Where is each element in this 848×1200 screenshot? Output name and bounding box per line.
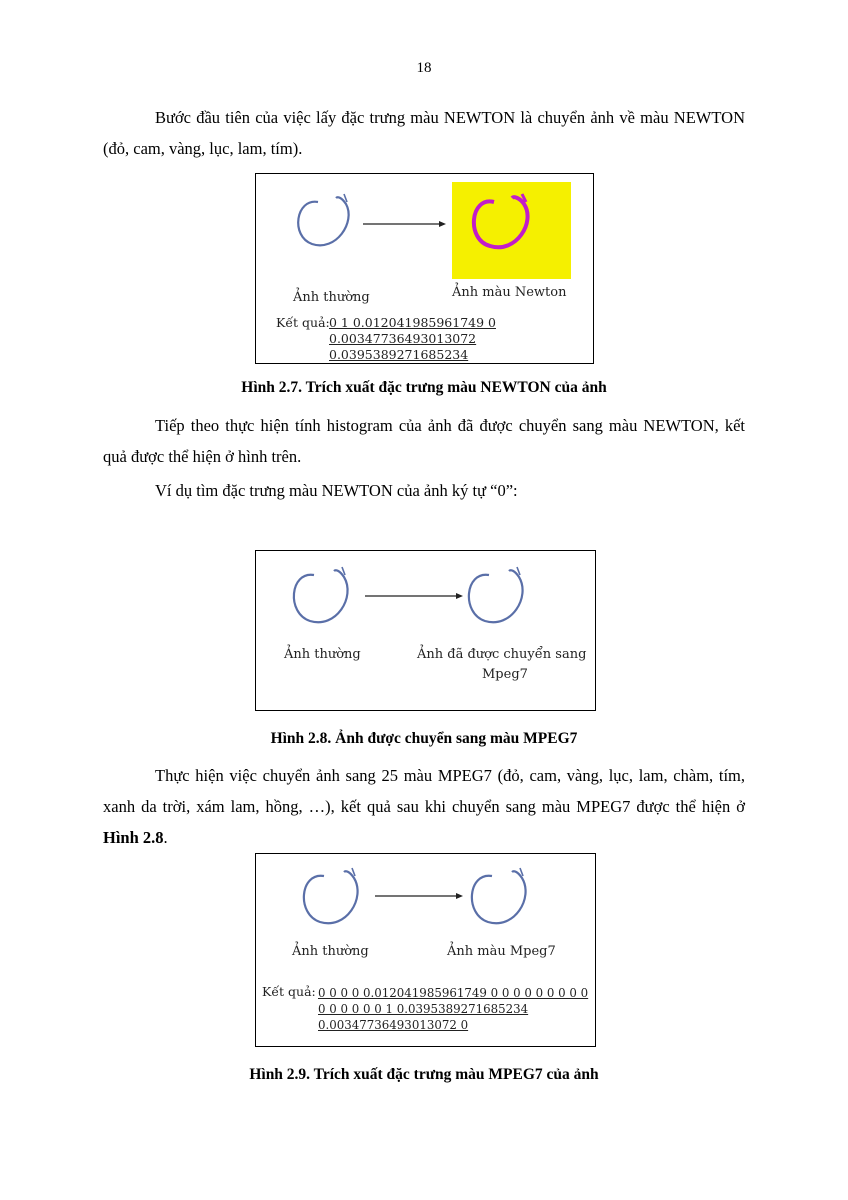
converted-image-label-line1: Ảnh đã được chuyển sang [417,647,587,662]
page-number: 18 [416,60,432,76]
converted-zero-stroke [469,570,523,622]
newton-zero-stroke [474,197,528,247]
figure-2-7-caption: Hình 2.7. Trích xuất đặc trưng màu NEWTON của ảnh [241,379,607,396]
original-zero-stroke [294,570,348,622]
paragraph-example: Ví dụ tìm đặc trưng màu NEWTON của ảnh ký tự “0”: [155,481,518,500]
conversion-arrow-head [456,893,463,899]
result-label: Kết quả: [262,984,316,999]
paragraph-mpeg7-text: Thực hiện việc chuyển ảnh sang 25 màu MPEG7 (đỏ, cam, vàng, lục, lam, chàm, tím, xanh da trời, xám lam, hồng, …), kết quả sau khi chuyển sang màu MPEG7 được thể hiện ở [103,766,745,816]
figure-newton-extraction [255,173,594,364]
figure-drawing [256,551,595,710]
paragraph-mpeg7-end: . [163,828,168,847]
paragraph-intro: Bước đầu tiên của việc lấy đặc trưng màu NEWTON là chuyển ảnh về màu NEWTON (đỏ, cam, vàng, lục, lam, tím). [103,108,745,158]
paragraph-histogram: Tiếp theo thực hiện tính histogram của ảnh đã được chuyển sang màu NEWTON, kết quả được thể hiện ở hình trên. [103,416,745,466]
figure-2-8-caption: Hình 2.8. Ảnh được chuyển sang màu MPEG7 [270,730,578,747]
original-image-label: Ảnh thường [284,647,361,662]
original-image-label: Ảnh thường [293,290,370,305]
newton-image-label: Ảnh màu Newton [452,285,567,300]
mpeg7-zero-stroke [472,871,526,923]
figure-reference: Hình 2.8 [103,828,164,847]
result-label: Kết quả: [276,315,330,330]
mpeg7-image-label: Ảnh màu Mpeg7 [447,944,556,959]
paragraph-mpeg7 [103,760,745,853]
original-image-label: Ảnh thường [292,944,369,959]
figure-2-9-caption: Hình 2.9. Trích xuất đặc trưng màu MPEG7 của ảnh [249,1066,599,1083]
converted-image-label-line2: Mpeg7 [482,667,528,682]
conversion-arrow-head [456,593,463,599]
original-zero-stroke [304,871,358,923]
result-values: 0 0 0 0 0.012041985961749 0 0 0 0 0 0 0 0 0 0 0 0 0 0 0 1 0.0395389271685234 0.00347736493013072 0 [318,986,589,1032]
figure-mpeg7-conversion [255,550,596,711]
result-values: 0 1 0.012041985961749 0 0.00347736493013072 0.0395389271685234 [329,315,496,362]
figure-mpeg7-extraction [255,853,596,1047]
